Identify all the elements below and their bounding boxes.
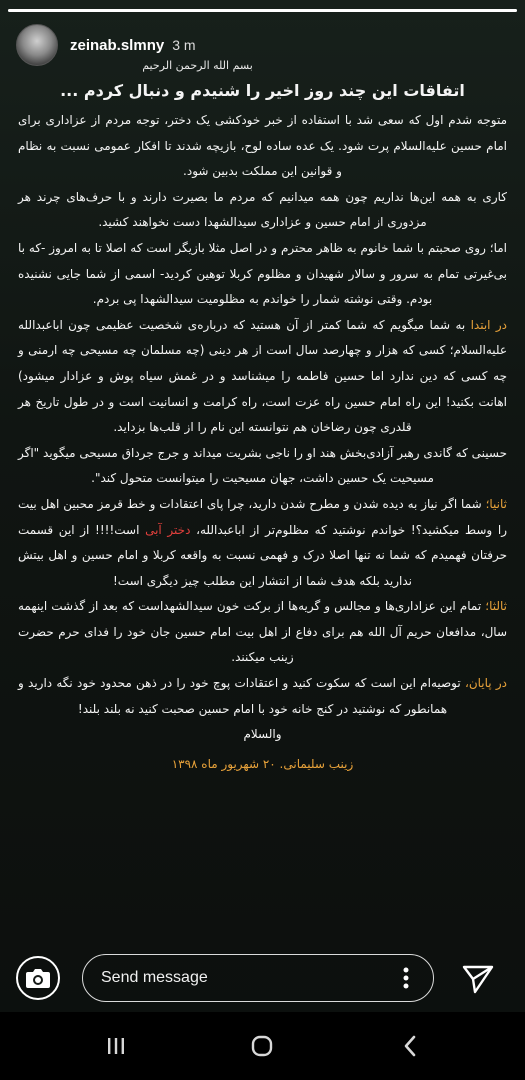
paragraph-6-highlight: دختر آبی — [145, 522, 191, 537]
paragraph-6-text-a: شما اگر نیاز به دیده شدن و مطرح شدن دارید، چرا پای اعتقادات و خط قرمز محبین اهل بیت را وسط میکشید؟! خواندم نوشتید که مظلوم‌تر از اباعبدالله، — [18, 496, 507, 537]
message-input[interactable] — [82, 954, 434, 1002]
paragraph-4-label: در ابتدا — [470, 317, 507, 332]
paragraph-2: کاری به همه این‌ها نداریم چون همه میدانیم که مردم ما بصیرت دارند و با حرف‌های چرند هر مزدوری از امام حسین و عزاداری سیدالشهدا دست نخواهند کشید. — [18, 189, 507, 230]
message-bar — [0, 944, 525, 1012]
story-title: اتفاقات این چند روز اخیر را شنیدم و دنبال کردم ... — [60, 81, 465, 100]
paragraph-6-label: ثانیا؛ — [485, 496, 507, 511]
paragraph-4 — [18, 313, 507, 441]
story-text — [18, 56, 507, 777]
paragraph-4-text: به شما میگویم که شما کمتر از آن هستید که درباره‌ی شخصیت عظیمی چون اباعبدالله علیه‌السلام؛ کسی که هزار و چهارصد سال است از هر دینی (چه مسلمان چه مسیحی چه ارمنی و چه کسی که دین ندارد اما حسین فاطمه را میشناسد و در غمش سیاه پوش و عزادار میشود) اهانت بکنید! این راه امام حسین راه عزت است، راه کرامت و انسانیت است و در طول تاریخ هر قلدری چون رضاخان هم نتوانسته این نام را از قلب‌ها بزداید. — [18, 317, 507, 435]
recents-icon — [106, 1036, 126, 1056]
recents-button[interactable] — [96, 1032, 136, 1060]
paragraph-7-label: ثالثا؛ — [485, 599, 507, 614]
story-time: 3 m — [172, 37, 196, 53]
story-progress-bar — [8, 9, 517, 12]
camera-button[interactable] — [16, 956, 60, 1000]
paragraph-6-text-b: است!!!! از این قسمت حرفتان فهمیدم که شما نه تنها اصلا درک و فهمی نسبت به واقعه کربلا و امام حسین و اهل بیتش ندارید بلکه هدف شما از انتشار این مطلب چیز دیگری است! — [18, 522, 507, 588]
camera-icon — [25, 967, 51, 989]
more-button[interactable] — [394, 964, 418, 992]
closing-salam: والسلام — [243, 727, 282, 742]
story-progress-fill — [8, 9, 517, 12]
send-icon — [462, 964, 494, 994]
signature: زینب سلیمانی. ۲۰ شهریور ماه ۱۳۹۸ — [171, 756, 354, 771]
more-vertical-icon — [403, 967, 409, 989]
username[interactable]: zeinab.slmny — [70, 36, 165, 54]
home-button[interactable] — [242, 1032, 282, 1060]
paragraph-5: حسینی که گاندی رهبر آزادی‌بخش هند او را ناجی بشریت میداند و جرج جرداق مسیحی میگوید "اگر مسیحیت یک حسین داشت، جهان مسیحیت را میتوانست متحول کند". — [18, 445, 507, 486]
paragraph-7-text: تمام این عزاداری‌ها و مجالس و گریه‌ها از برکت خون سیدالشهداست که بعد از گذشت اینهمه سال، مدافعان حریم آل الله هم برای دفاع از اهل بیت امام حسین جان خود را فدای حرم حضرت زینب میکنند. — [18, 599, 507, 665]
paragraph-6 — [18, 492, 507, 594]
back-icon — [403, 1035, 417, 1057]
paragraph-1: متوجه شدم اول که سعی شد با استفاده از خبر خودکشی یک دختر، توجه مردم از عزاداری برای امام حسین علیه‌السلام پرت شود. یک عده ساده لوح، بازیچه شدند تا افکار عمومی نسبت به نظام و قوانین این مملکت بدبین شود. — [18, 113, 507, 179]
system-navigation-bar — [0, 1012, 525, 1080]
send-button[interactable] — [460, 962, 496, 996]
bismillah-text: بسم الله الرحمن الرحیم — [142, 59, 253, 72]
home-icon — [251, 1035, 273, 1057]
paragraph-8-text: توصیه‌ام این است که سکوت کنید و اعتقادات پوچ خود را در ذهن محدود خود نگه دارید و همانطور که نوشتید در کنج خانه خود با امام حسین صحبت کنید نه بلند بلند! — [18, 676, 465, 716]
paragraph-8 — [18, 671, 507, 722]
paragraph-3: اما؛ روی صحبتم با شما خانوم به ظاهر محترم و در اصل مثلا بازیگر است که اصلا تا به امروز -که با بی‌غیرتی تمام به سرور و سالار شهیدان و مظلوم کربلا توهین کردید- اسمی از شما جایی نشنیده بودم. وقتی نوشته شمار را خواندم به مظلومیت سیدالشهدا پی بردم. — [18, 240, 507, 307]
back-button[interactable] — [390, 1032, 430, 1060]
paragraph-7 — [18, 594, 507, 671]
paragraph-8-label: در پایان، — [464, 676, 507, 691]
